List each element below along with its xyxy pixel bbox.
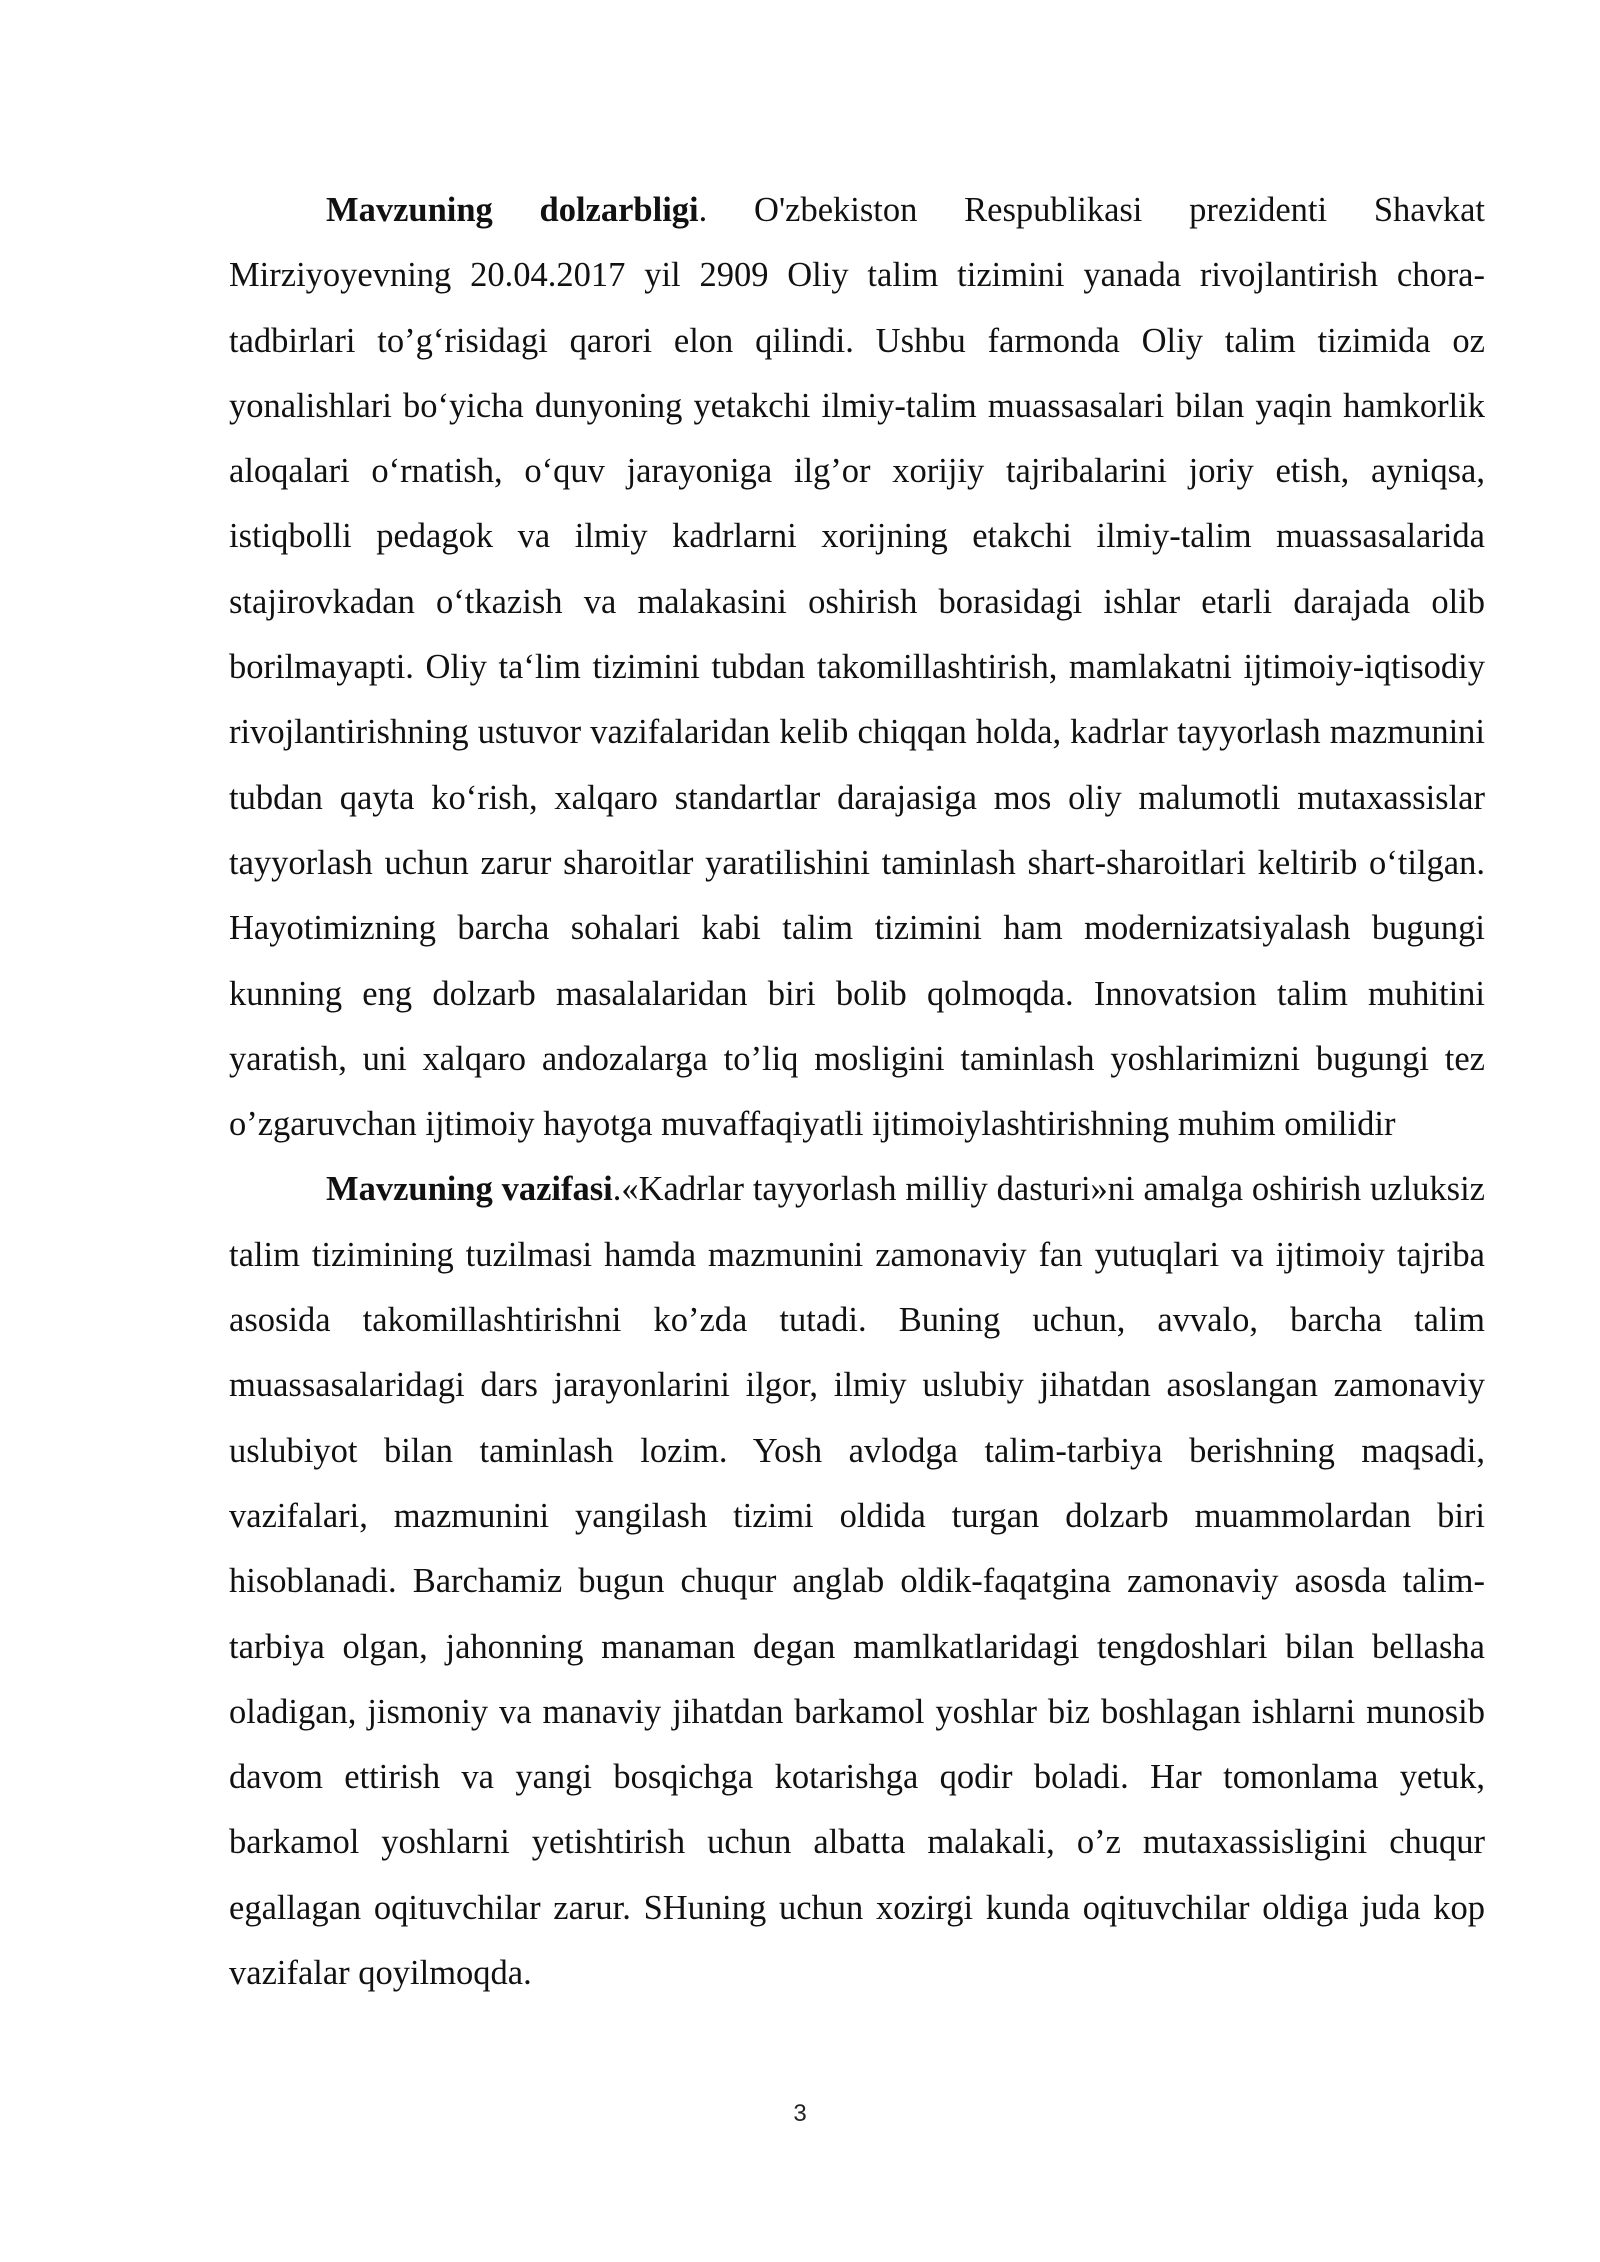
- heading-relevance: Mavzuning dolzarbligi: [326, 191, 699, 229]
- heading-task: Mavzuning vazifasi: [326, 1170, 613, 1209]
- paragraph-task: [229, 1157, 1485, 2006]
- document-page: [229, 178, 1485, 2006]
- paragraph-relevance-body: O'zbekiston Respublikasi prezidenti Shavkat Mirziyoyevning 20.04.2017 yil 2909 Oliy talim tizimini yanada rivojlantirish chora-tadbirlari to’g‘risidagi qarori elon qilindi. Ushbu farmonda Oliy talim tizimida oz yonalishlari bo‘yicha dunyoning yetakchi ilmiy-talim muassasalari bilan yaqin hamkorlik aloqalari o‘rnatish, o‘quv jarayoniga ilg’or xorijiy tajribalarini joriy etish, ayniqsa, istiqbolli pedagok va ilmiy kadrlarni xorijning etakchi ilmiy-talim muassasalarida stajirovkadan o‘tkazish va malakasini oshirish borasidagi ishlar etarli darajada olib borilmayapti. Oliy ta‘lim tizimini tubdan takomillashtirish, mamlakatni ijtimoiy-iqtisodiy rivojlantirishning ustuvor vazifalaridan kelib chiqqan holda, kadrlar tayyorlash mazmunini tubdan qayta ko‘rish, xalqaro standartlar darajasiga mos oliy malumotli mutaxassislar tayyorlash uchun zarur sharoitlar yaratilishini taminlash shart-sharoitlari keltirib o‘tilgan. Hayotimizning barcha sohalari kabi talim tizimini ham modernizatsiyalash bugungi kunning eng dolzarb masalalaridan biri bolib qolmoqda. Innovatsion talim muhitini yaratish, uni xalqaro andozalarga to’liq mosligini taminlash yoshlarimizni bugungi tez o’zgaruvchan ijtimoiy hayotga muvaffaqiyatli ijtimoiylashtirishning muhim omilidir: [229, 191, 1485, 1144]
- heading-relevance-punct: .: [698, 191, 708, 229]
- heading-task-punct: .: [612, 1170, 622, 1209]
- page-number: 3: [793, 2100, 807, 2127]
- paragraph-task-body: «Kadrlar tayyorlash milliy dasturi»ni amalga oshirish uzluksiz talim tizimining tuzilmasi hamda mazmunini zamonaviy fan yutuqlari va ijtimoiy tajriba asosida takomillashtirishni ko’zda tutadi. Buning uchun, avvalo, barcha talim muassasalaridagi dars jarayonlarini ilgor, ilmiy uslubiy jihatdan asoslangan zamonaviy uslubiyot bilan taminlash lozim. Yosh avlodga talim-tarbiya berishning maqsadi, vazifalari, mazmunini yangilash tizimi oldida turgan dolzarb muammolardan biri hisoblanadi. Barchamiz bugun chuqur anglab oldik-faqatgina zamonaviy asosda talim-tarbiya olgan, jahonning manaman degan mamlkatlaridagi tengdoshlari bilan bellasha oladigan, jismoniy va manaviy jihatdan barkamol yoshlar biz boshlagan ishlarni munosib davom ettirish va yangi bosqichga kotarishga qodir boladi. Har tomonlama yetuk, barkamol yoshlarni yetishtirish uchun albatta malakali, o’z mutaxassisligini chuqur egallagan oqituvchilar zarur. SHuning uchun xozirgi kunda oqituvchilar oldiga juda kop vazifalar qoyilmoqda.: [229, 1170, 1485, 1993]
- paragraph-relevance: [229, 178, 1485, 1157]
